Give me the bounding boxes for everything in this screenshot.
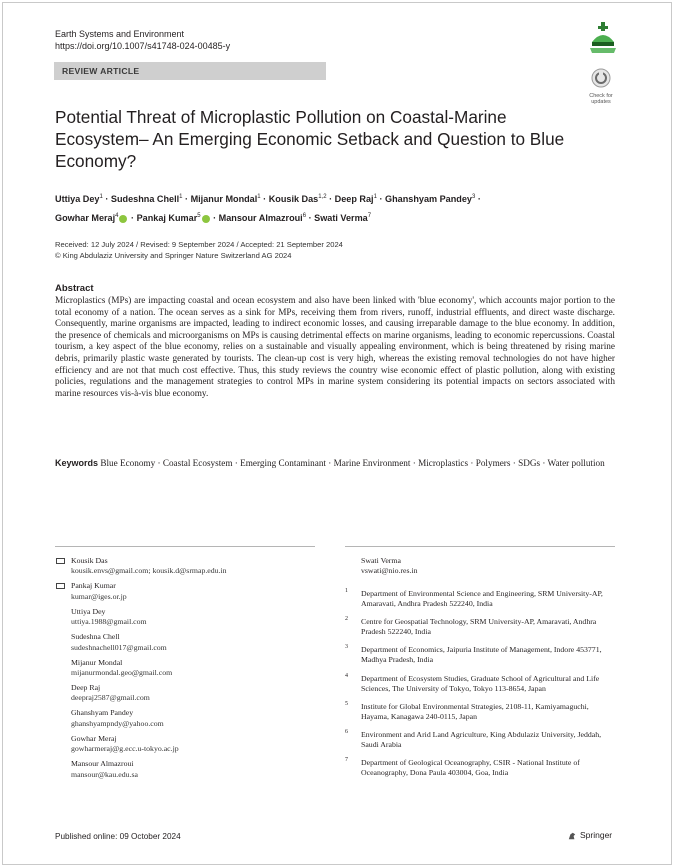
affiliation xyxy=(345,758,615,778)
affiliation xyxy=(345,645,615,665)
contact-entry xyxy=(55,581,315,602)
affiliation xyxy=(345,702,615,722)
contact-email[interactable]: mijanurmondal.geo@gmail.com xyxy=(71,668,173,678)
contact-email[interactable]: sudeshnachell017@gmail.com xyxy=(71,642,167,652)
affiliation-number: 7 xyxy=(345,757,348,764)
affiliation-number: 3 xyxy=(345,644,348,651)
author[interactable]: Swati Verma$^7$ xyxy=(314,213,372,224)
check-updates-icon xyxy=(591,68,611,88)
affiliation-text: Department of Environmental Science and Engineering, SRM University-AP, Amaravati, Andhra Pradesh 522240, India xyxy=(361,589,603,609)
mail-icon xyxy=(56,583,65,589)
article-title: Potential Threat of Microplastic Pollution on Coastal-Marine Ecosystem– An Emerging Economic Setback and Question to Blue Economy? xyxy=(55,107,565,171)
contact-entry xyxy=(55,632,315,653)
affiliation xyxy=(345,674,615,694)
mail-icon xyxy=(56,558,65,564)
contact-list xyxy=(55,556,315,785)
abstract-text: Microplastics (MPs) are impacting coastal and ocean ecosystem and also have been linked with 'blue economy', which accounts major portion to the total economy of a nation. The ocean serves as a sink for MPs, receiving them from rivers, runoff, industrial effluents, and direct waste discharge. Consequently, marine organisms are impacted, leading to indirect economic losses, and causing irreparable damage to the blue economy. In addition, the presence of chemicals and microorganisms on MPs is causing detrimental effects on marine organisms, leading to economic repercussions. Coastal tourism, a key aspect of the blue economy, relies on a sustainable and visually appealing environment, which is being threatened by rising marine debris, primarily plastic waste generated by tourists. The clean-up cost is very high, whereas the existing removal technologies do not have higher efficiency and are not that much cost effective. Thus, this study reviews the country wise economic effect of plastic pollution, along with existing policies, regulations and the management strategies to control MPs in marine system considering its potential impacts on sectors associated with marine resources vis-à-vis blue economy. xyxy=(55,296,615,399)
article-dates xyxy=(55,240,343,261)
orcid-icon[interactable] xyxy=(202,215,210,223)
contact-name: Kousik Das xyxy=(71,556,108,565)
published-date: Published online: 09 October 2024 xyxy=(55,832,181,841)
journal-name: Earth Systems and Environment xyxy=(55,29,185,39)
article-type-banner xyxy=(54,62,326,80)
contact-name: Ghanshyam Pandey xyxy=(71,708,134,718)
contact-email[interactable]: gowharmeraj@g.ecc.u-tokyo.ac.jp xyxy=(71,744,179,754)
journal-header xyxy=(55,28,230,52)
contact-name: Sudeshna Chell xyxy=(71,632,120,642)
author[interactable]: Sudeshna Chell$^1$ xyxy=(110,194,183,205)
keywords xyxy=(55,458,615,470)
affiliation-text: Environment and Arid Land Agriculture, King Abdulaziz University, Jeddah, Saudi Arabia xyxy=(361,729,602,750)
affiliation-number: 4 xyxy=(345,672,348,679)
author[interactable]: Gowhar Meraj$^4$ xyxy=(55,213,119,224)
copyright: © King Abdulaziz University and Springer Nature Switzerland AG 2024 xyxy=(55,250,292,260)
contact-entry xyxy=(55,658,315,679)
author[interactable]: Mijanur Mondal$^1$ xyxy=(190,194,261,205)
author[interactable]: Mansour Almazroui$^6$ xyxy=(218,213,307,224)
contact-name: Mansour Almazroui xyxy=(71,759,134,769)
divider xyxy=(345,546,615,547)
contact-entry xyxy=(55,734,315,755)
publisher-logo xyxy=(568,830,612,840)
author[interactable]: Uttiya Dey$^1$ xyxy=(55,194,103,205)
abstract-heading: Abstract xyxy=(55,283,94,294)
contact-name: Gowhar Meraj xyxy=(71,733,117,743)
contact-name: Pankaj Kumar xyxy=(71,581,116,591)
article-type-label: REVIEW ARTICLE xyxy=(62,66,140,76)
affiliation-list xyxy=(345,589,615,786)
author[interactable]: Deep Raj$^1$ xyxy=(334,194,377,205)
contact-email[interactable]: mansour@kau.edu.sa xyxy=(71,769,138,779)
author[interactable]: Ghanshyam Pandey$^3$ xyxy=(385,194,476,205)
contact-name: Mijanur Mondal xyxy=(71,657,123,667)
contact-entry xyxy=(345,556,418,577)
springer-horse-icon xyxy=(568,832,576,840)
contact-name: Deep Raj xyxy=(71,683,101,693)
keywords-label: Keywords xyxy=(55,458,99,468)
affiliation-text: Centre for Geospatial Technology, SRM University-AP, Amaravati, Andhra Pradesh 522240, India xyxy=(361,617,597,637)
affiliation xyxy=(345,730,615,750)
journal-logo-icon xyxy=(588,20,618,56)
author[interactable]: Kousik Das$^{1,2}$ xyxy=(268,194,327,205)
affiliation xyxy=(345,617,615,637)
keywords-text: Blue Economy · Coastal Ecosystem · Emerging Contaminant · Marine Environment · Microplastics · Polymers · SDGs · Water pollution xyxy=(100,458,605,468)
affiliation-text: Department of Economics, Jaipuria Institute of Management, Indore 453771, Madhya Pradesh, India xyxy=(361,645,602,665)
contact-email[interactable]: deepraj2587@gmail.com xyxy=(71,693,150,703)
affiliation-number: 1 xyxy=(345,588,348,594)
divider xyxy=(55,546,315,547)
affiliation-text: Department of Geological Oceanography, CSIR - National Institute of Oceanography, Dona Paula 403004, Goa, India xyxy=(361,758,580,778)
contact-email[interactable]: kousik.envs@gmail.com; kousik.d@srmap.edu.in xyxy=(71,566,227,576)
affiliation xyxy=(345,589,615,609)
doi-link[interactable]: https://doi.org/10.1007/s41748-024-00485-y xyxy=(55,41,231,51)
contact-entry xyxy=(55,759,315,780)
author[interactable]: Pankaj Kumar$^5$ xyxy=(136,213,201,224)
check-updates-button[interactable] xyxy=(586,68,616,104)
contact-entry xyxy=(55,708,315,729)
affiliation-number: 6 xyxy=(345,728,348,735)
affiliation-number: 5 xyxy=(345,700,348,707)
contact-name: Uttiya Dey xyxy=(71,606,106,616)
affiliation-text: Institute for Global Environmental Strategies, 2108-11, Kamiyamaguchi, Hayama, Kanagawa 240-0115, Japan xyxy=(361,701,589,721)
author-list: Uttiya Dey$^1$ · Sudeshna Chell$^1$ · Mijanur Mondal$^1$ · Kousik Das$^{1,2}$ · Deep Raj$^1$ · Ghanshyam Pandey$^3$ · Gowhar Meraj$^4$ · Pankaj Kumar$^5$ · Mansour Almazroui$^6$ · Swati Verma$^7$ xyxy=(55,194,481,224)
affiliation-text: Department of Ecosystem Studies, Graduate School of Agricultural and Life Sciences, The University of Tokyo, Tokyo 113-8654, Japan xyxy=(361,673,600,693)
contact-email[interactable]: kumar@iges.or.jp xyxy=(71,591,127,601)
contact-email[interactable]: vswati@nio.res.in xyxy=(361,566,418,576)
publisher-name: Springer xyxy=(580,830,613,840)
contact-entry xyxy=(55,607,315,628)
orcid-icon[interactable] xyxy=(119,215,127,223)
contact-email[interactable]: uttiya.1988@gmail.com xyxy=(71,617,147,627)
history-dates: Received: 12 July 2024 / Revised: 9 September 2024 / Accepted: 21 September 2024 xyxy=(55,240,343,249)
contact-entry xyxy=(55,556,315,577)
contact-name: Swati Verma xyxy=(361,556,401,565)
affiliation-number: 2 xyxy=(345,616,348,623)
contact-email[interactable]: ghanshyampndy@yahoo.com xyxy=(71,718,164,728)
contact-entry xyxy=(55,683,315,704)
check-updates-label: Check for updates xyxy=(589,93,613,105)
